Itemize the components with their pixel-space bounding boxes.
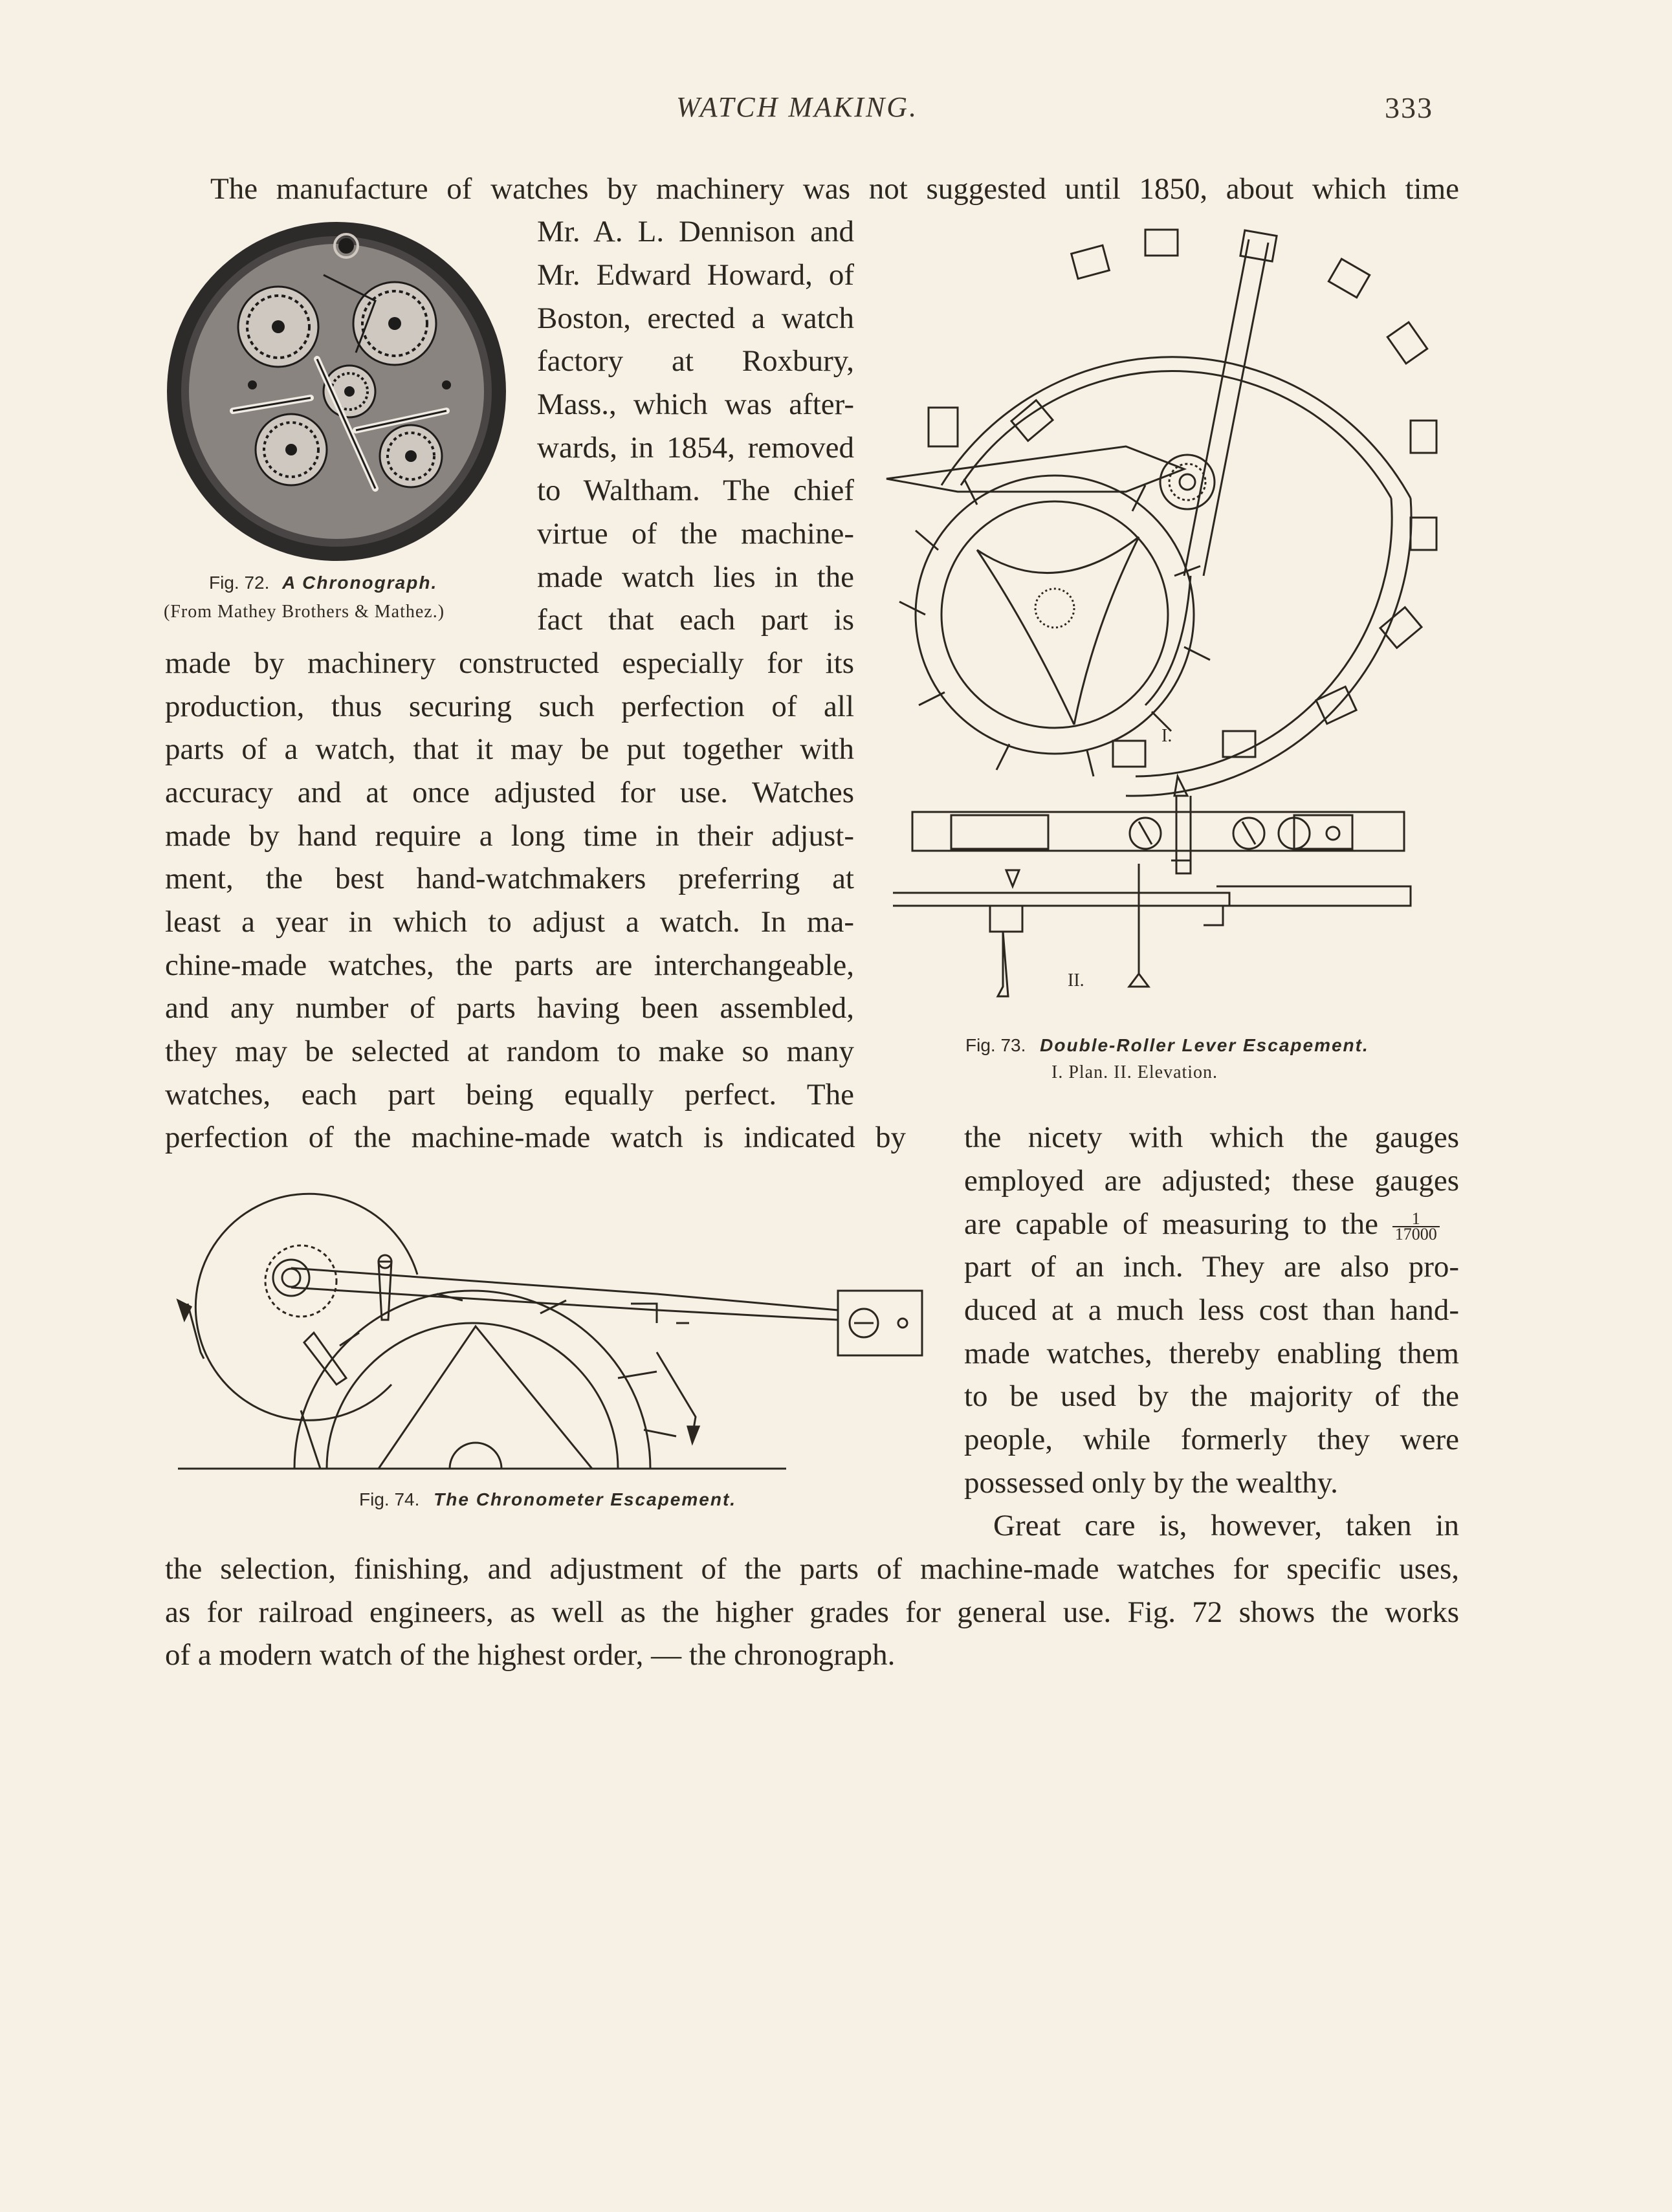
body-line: least a year in which to adjust a watch. In ma- <box>165 905 854 939</box>
running-title: WATCH MAKING. <box>676 91 919 123</box>
body-line: possessed only by the wealthy. <box>964 1466 1338 1500</box>
body-line: virtue of the machine- <box>537 517 854 551</box>
figure-72-number: Fig. 72. <box>209 573 270 593</box>
figure-72-credit: (From Mathey Brothers & Mathez.) <box>164 602 445 622</box>
page-number: 333 <box>1385 91 1433 124</box>
body-line: made watch lies in the <box>537 560 854 594</box>
fraction: $\frac{1}{17000}$ <box>1392 1212 1440 1242</box>
body-line: Mass., which was after- <box>537 388 854 421</box>
body-line: of a modern watch of the highest order, — the chronograph. <box>165 1638 896 1672</box>
body-line: as for railroad engineers, as well as the higher grades for general use. Fig. 72 shows the works <box>165 1595 1459 1629</box>
body-line: employed are adjusted; these gauges <box>964 1164 1459 1198</box>
figure-74-title: The Chronometer Escapement. <box>434 1489 737 1509</box>
figure-72-caption <box>209 573 437 593</box>
figure-73-caption <box>965 1035 1369 1056</box>
body-line: chine-made watches, the parts are interchangeable, <box>165 948 854 982</box>
body-line: watches, each part being equally perfect. The <box>165 1078 854 1111</box>
running-header <box>0 91 1672 129</box>
figure-73-label-elevation: II. <box>1068 970 1084 991</box>
body-line: made by hand require a long time in their adjust- <box>165 819 854 853</box>
figure-73-title: Double-Roller Lever Escapement. <box>1040 1035 1369 1055</box>
body-line: ment, the best hand-watchmakers preferring at <box>165 862 854 895</box>
figure-74-caption <box>359 1489 736 1510</box>
body-line-text: are capable of measuring to the <box>964 1207 1378 1241</box>
body-line: accuracy and at once adjusted for use. Watches <box>165 776 854 809</box>
body-line: Mr. Edward Howard, of <box>537 258 854 292</box>
body-line-with-fraction <box>964 1205 1459 1243</box>
body-line: made by machinery constructed especially for its <box>165 646 854 680</box>
body-line: production, thus securing such perfection of all <box>165 690 854 723</box>
body-line: part of an inch. They are also pro- <box>964 1250 1459 1284</box>
body-line: wards, in 1854, removed <box>537 431 854 465</box>
body-line: fact that each part is <box>537 603 854 637</box>
body-line: they may be selected at random to make so many <box>165 1035 854 1068</box>
figure-74-number: Fig. 74. <box>359 1489 420 1509</box>
body-line: Great care is, however, taken in <box>993 1509 1459 1542</box>
body-line: duced at a much less cost than hand- <box>964 1293 1459 1327</box>
body-line: factory at Roxbury, <box>537 344 854 378</box>
figure-72-chronograph-illustration <box>162 217 511 566</box>
body-line: perfection of the machine-made watch is indicated by <box>165 1121 906 1154</box>
figure-73-subtitle: I. Plan. II. Elevation. <box>1051 1062 1218 1082</box>
body-line: people, while formerly they were <box>964 1423 1459 1456</box>
figure-73-lever-escapement-illustration <box>880 214 1462 1029</box>
body-line: the selection, finishing, and adjustment of the parts of machine-made watches for specific uses, <box>165 1552 1459 1586</box>
body-line: and any number of parts having been assembled, <box>165 991 854 1025</box>
body-line: to be used by the majority of the <box>964 1379 1459 1413</box>
figure-73-label-plan: I. <box>1161 726 1172 746</box>
body-line: Mr. A. L. Dennison and <box>537 215 854 248</box>
figure-74-chronometer-escapement-illustration <box>165 1165 948 1475</box>
body-line: made watches, thereby enabling them <box>964 1337 1459 1370</box>
figure-72-title: A Chronograph. <box>282 573 438 593</box>
body-line: to Waltham. The chief <box>537 474 854 507</box>
body-line: the nicety with which the gauges <box>964 1121 1459 1154</box>
body-line: parts of a watch, that it may be put together with <box>165 732 854 766</box>
body-line: The manufacture of watches by machinery was not suggested until 1850, about which time <box>210 172 1459 206</box>
body-line: Boston, erected a watch <box>537 301 854 335</box>
figure-73-number: Fig. 73. <box>965 1035 1026 1055</box>
